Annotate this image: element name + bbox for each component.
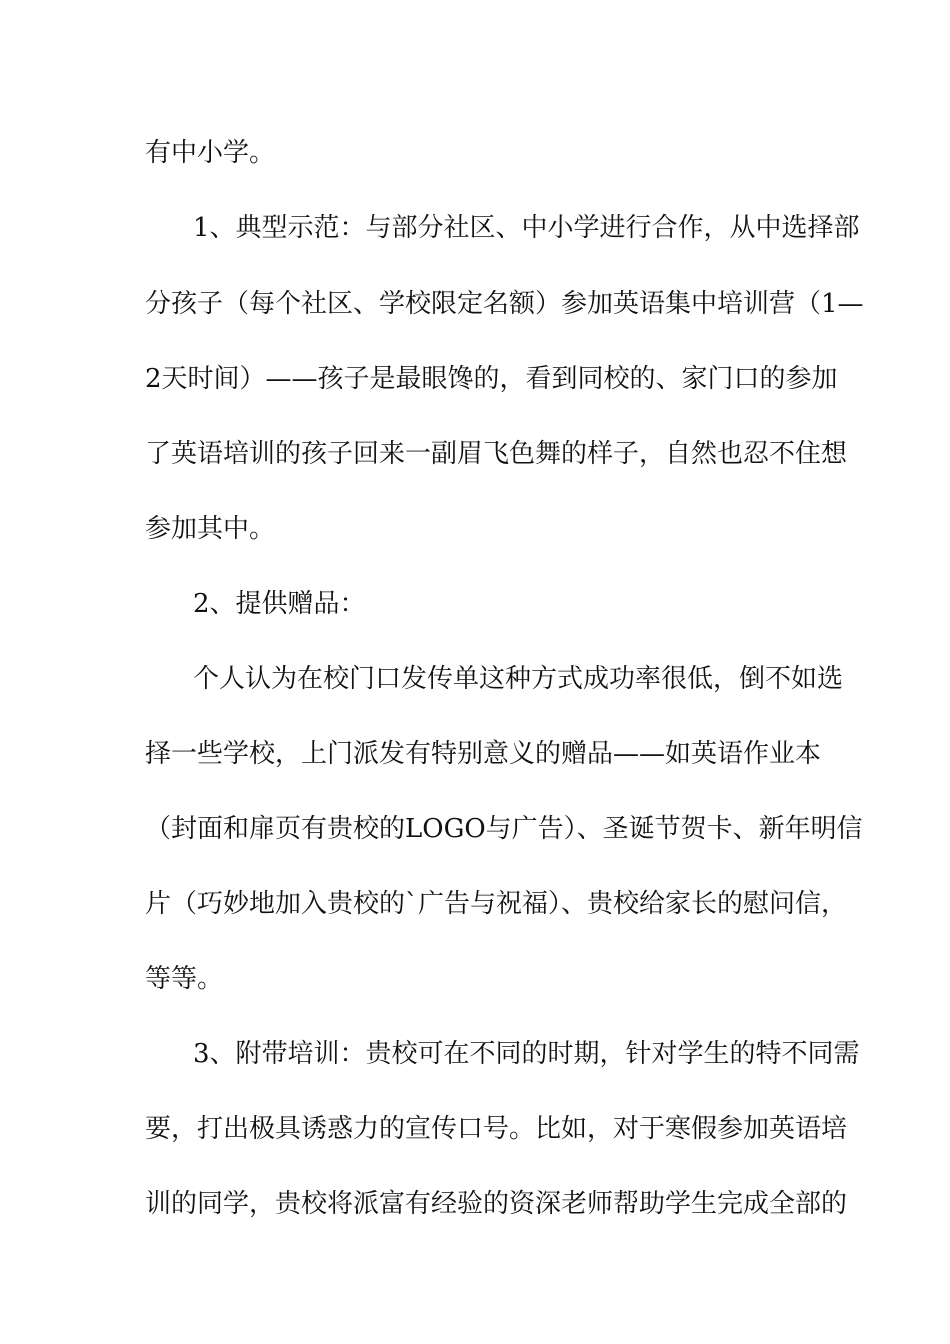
section-heading: 2、提供赠品： [193,589,366,619]
paragraph-line: 有中小学。 [145,138,276,168]
paragraph-line: 2天时间）——孩子是最眼馋的，看到同校的、家门口的参加 [145,364,838,394]
paragraph-line: 参加其中。 [145,514,276,544]
paragraph-line: 择一些学校，上门派发有特别意义的赠品——如英语作业本 [145,739,822,769]
paragraph-line: 3、附带培训：贵校可在不同的时期，针对学生的特不同需 [193,1039,860,1069]
paragraph-line: 分孩子（每个社区、学校限定名额）参加英语集中培训营（1— [145,289,864,319]
paragraph-line: 训的同学，贵校将派富有经验的资深老师帮助学生完成全部的 [145,1189,848,1219]
paragraph-line: 个人认为在校门口发传单这种方式成功率很低，倒不如选 [193,664,844,694]
paragraph-line: 要，打出极具诱惑力的宣传口号。比如，对于寒假参加英语培 [145,1114,848,1144]
paragraph-line: 片（巧妙地加入贵校的`广告与祝福）、贵校给家长的慰问信， [145,889,848,919]
paragraph-line: 了英语培训的孩子回来一副眉飞色舞的样子，自然也忍不住想 [145,439,848,469]
paragraph-line: （封面和扉页有贵校的LOGO与广告）、圣诞节贺卡、新年明信 [145,814,863,844]
paragraph-line: 等等。 [145,964,224,994]
paragraph-line: 1、典型示范：与部分社区、中小学进行合作，从中选择部 [193,213,860,243]
